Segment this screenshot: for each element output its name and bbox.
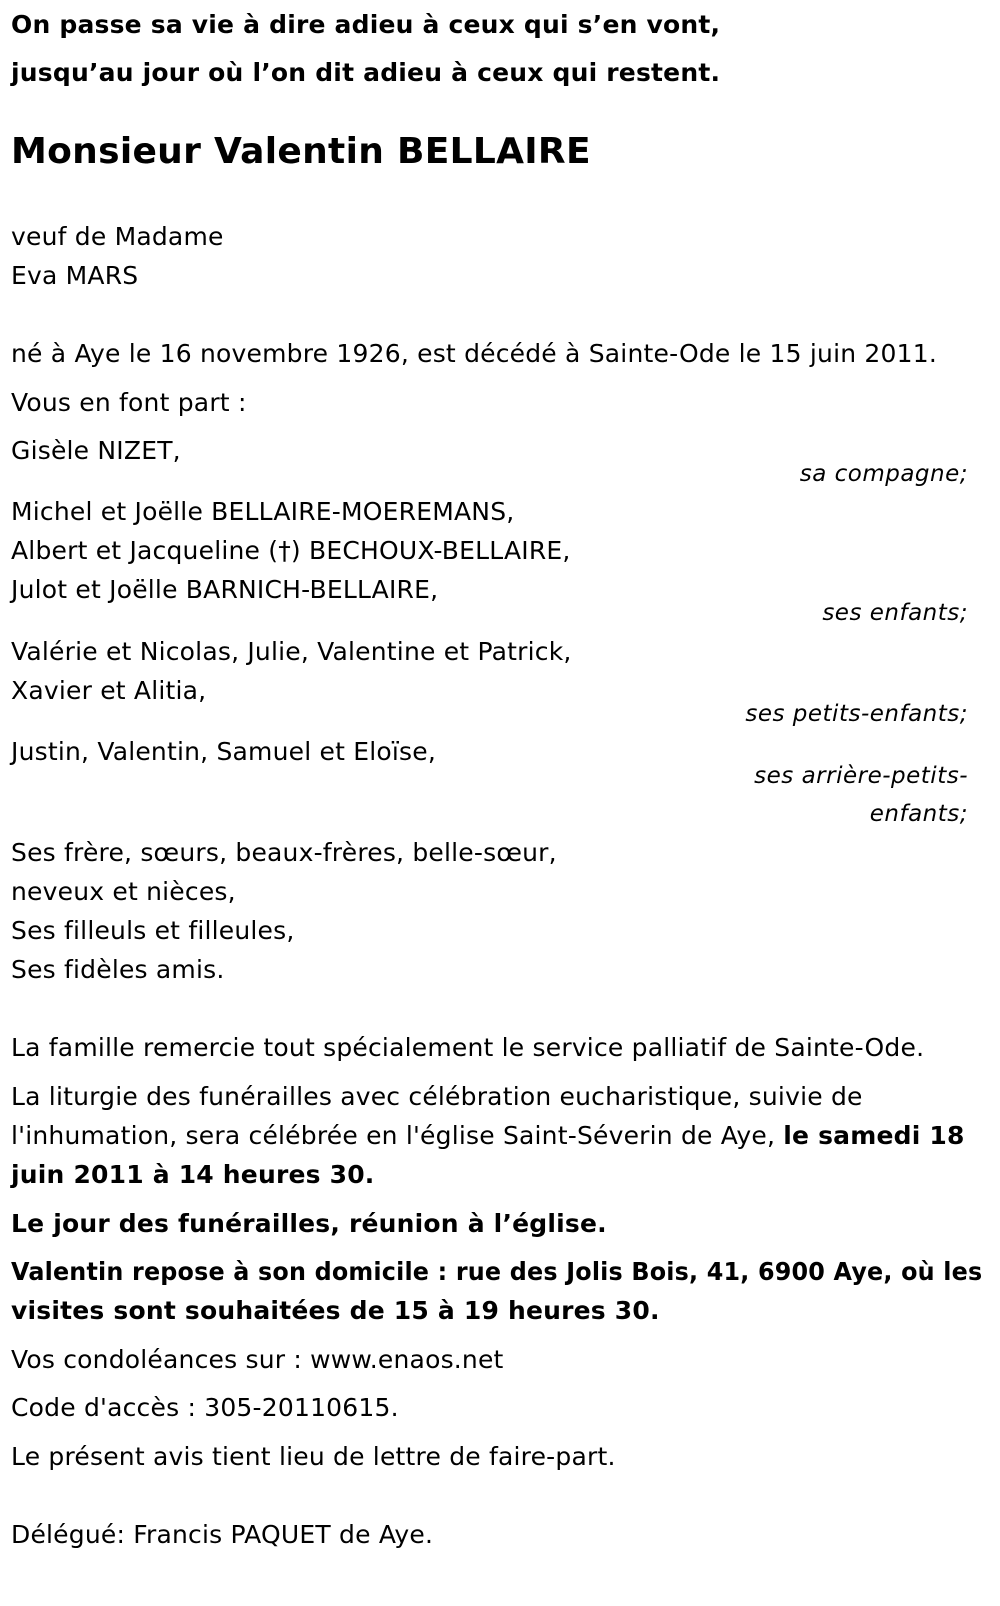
visit-line-1: Valentin repose à son domicile : rue des Jolis Bois, 41, 6900 Aye, où les bbox=[11, 1257, 983, 1286]
delegate-line: Délégué: Francis PAQUET de Aye. bbox=[11, 1520, 434, 1549]
great-grandchildren-role-line-2: enfants; bbox=[869, 801, 968, 827]
grandchild-name-2: Xavier et Alitia, bbox=[11, 676, 207, 705]
meeting-line: Le jour des funérailles, réunion à l’église. bbox=[11, 1209, 607, 1238]
widow-line-2: Eva MARS bbox=[11, 261, 139, 290]
quote-line-1: On passe sa vie à dire adieu à ceux qui s’en vont, bbox=[11, 10, 721, 39]
companion-name: Gisèle NIZET, bbox=[11, 436, 181, 465]
quote-line-2: jusqu’au jour où l’on dit adieu à ceux qui restent. bbox=[11, 58, 721, 87]
liturgy-line-2 bbox=[11, 1121, 965, 1151]
birth-death-line: né à Aye le 16 novembre 1926, est décédé à Sainte-Ode le 15 juin 2011. bbox=[11, 339, 937, 368]
access-code-line: Code d'accès : 305-20110615. bbox=[11, 1393, 399, 1422]
great-grandchild-name-1: Justin, Valentin, Samuel et Eloïse, bbox=[11, 737, 436, 766]
others-line-1: Ses frère, sœurs, beaux-frères, belle-sœur, bbox=[11, 838, 557, 867]
child-name-1: Michel et Joëlle BELLAIRE-MOEREMANS, bbox=[11, 497, 515, 526]
widow-line-1: veuf de Madame bbox=[11, 222, 224, 251]
great-grandchildren-role-line-1: ses arrière-petits- bbox=[754, 763, 968, 789]
companion-role: sa compagne; bbox=[799, 461, 968, 487]
deceased-name: Monsieur Valentin BELLAIRE bbox=[11, 131, 591, 172]
thanks-line: La famille remercie tout spécialement le service palliatif de Sainte-Ode. bbox=[11, 1033, 925, 1062]
visit-line-2: visites sont souhaitées de 15 à 19 heures 30. bbox=[11, 1296, 660, 1325]
others-line-3: Ses filleuls et filleules, bbox=[11, 916, 295, 945]
others-line-2: neveux et nièces, bbox=[11, 877, 236, 906]
child-name-2: Albert et Jacqueline (†) BECHOUX-BELLAIRE, bbox=[11, 536, 571, 565]
liturgy-line-2-plain: l'inhumation, sera célébrée en l'église Saint-Séverin de Aye, bbox=[11, 1121, 784, 1150]
notice-line: Le présent avis tient lieu de lettre de faire-part. bbox=[11, 1442, 616, 1471]
grandchild-name-1: Valérie et Nicolas, Julie, Valentine et Patrick, bbox=[11, 637, 572, 666]
liturgy-line-3: juin 2011 à 14 heures 30. bbox=[11, 1160, 375, 1189]
child-name-3: Julot et Joëlle BARNICH-BELLAIRE, bbox=[11, 575, 439, 604]
announce-line: Vous en font part : bbox=[11, 388, 247, 417]
liturgy-line-2-bold: le samedi 18 bbox=[783, 1121, 965, 1150]
children-role: ses enfants; bbox=[822, 600, 968, 626]
condolences-line: Vos condoléances sur : www.enaos.net bbox=[11, 1345, 504, 1374]
liturgy-line-1: La liturgie des funérailles avec célébration eucharistique, suivie de bbox=[11, 1082, 863, 1111]
grandchildren-role: ses petits-enfants; bbox=[745, 701, 968, 727]
others-line-4: Ses fidèles amis. bbox=[11, 955, 225, 984]
